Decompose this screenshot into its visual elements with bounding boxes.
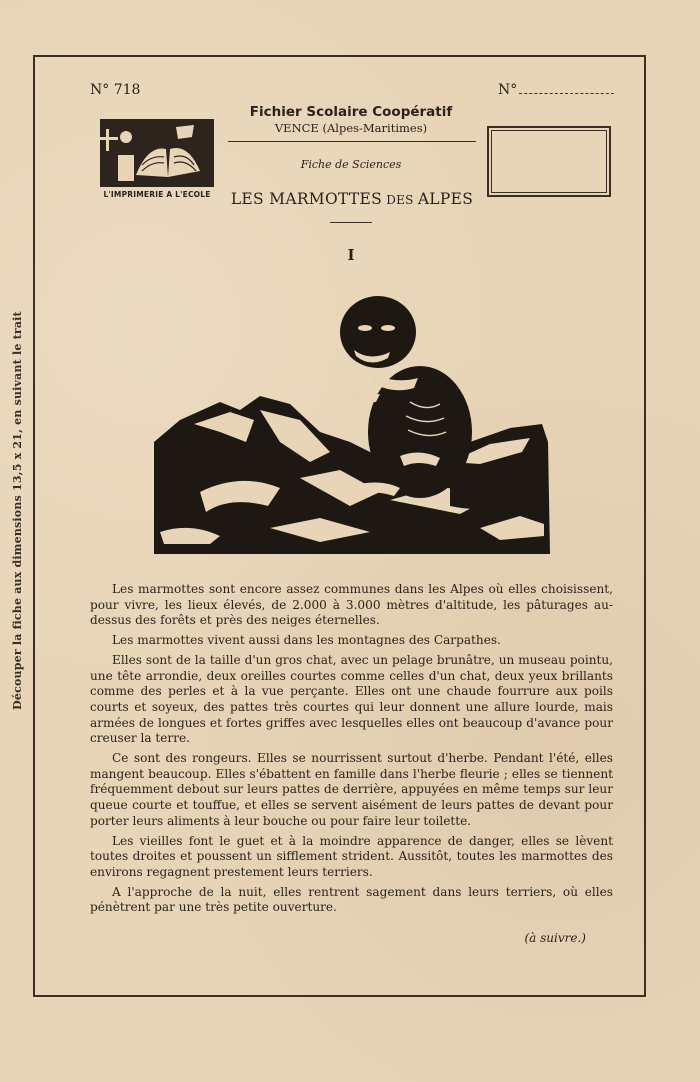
title-part-marmottes: LES MARMOTTES [230, 190, 383, 208]
paragraph: Les marmottes sont encore assez communes dans les Alpes où elles choisissent, pour vivre, les lieux élevés, de 2.000 à 3.000 mètres d'altitude, les pâturages au-dessus des forêts et près des neiges éternelles. [90, 582, 613, 628]
title-underline [330, 222, 372, 223]
publisher-title: Fichier Scolaire Coopératif [249, 104, 453, 120]
to-be-continued-note: (à suivre.) [524, 931, 586, 945]
publisher-location: VENCE (Alpes-Maritimes) [274, 121, 428, 135]
title-part-des: DES [382, 193, 418, 207]
page-title [218, 190, 486, 208]
paragraph: Ce sont des rongeurs. Elles se nourrissent surtout d'herbe. Pendant l'été, elles mangent beaucoup. Elles s'ébattent en famille dans l'herbe fleurie ; elles se tiennent fréquemment debout sur leurs pattes de derrière, appuyées en même temps sur leur queue courte et touffue, et elles se servent aisément de leurs pattes de devant pour porter leurs aliments à leur bouche ou pour faire leur toilette. [90, 751, 613, 828]
blank-number-line [519, 93, 614, 94]
stamp-box [487, 126, 611, 197]
header-divider [228, 141, 476, 142]
stamp-box-inner [491, 130, 607, 193]
card-category: Fiche de Sciences [300, 158, 402, 171]
paragraph: Les marmottes vivent aussi dans les montagnes des Carpathes. [112, 633, 501, 648]
title-part-alpes: ALPES [417, 190, 474, 208]
card-number: N° 718 [90, 82, 141, 98]
article-body [90, 582, 613, 920]
blank-number-label: N° [498, 82, 518, 98]
section-number: I [347, 246, 355, 264]
paragraph: Les vieilles font le guet et à la moindre apparence de danger, elles se lèvent toutes droites et poussent un sifflement strident. Aussitôt, toutes les marmottes des environs regagnent prestement leurs terriers. [90, 833, 613, 879]
paragraph: Elles sont de la taille d'un gros chat, avec un pelage brunâtre, un museau pointu, une tête arrondie, deux oreilles courtes comme celles d'un chat, deux yeux brillants comme des perles et à la vue perçante. Elles ont une chaude fourrure aux poils courts et soyeux, des pattes très courtes qui leur donnent une allure lourde, mais armées de longues et fortes griffes avec lesquelles elles ont beaucoup d'avance pour creuser la terre. [90, 652, 613, 746]
cutting-instruction-text: Découper la fiche aux dimensions 13,5 x 21, en suivant le trait [10, 310, 24, 710]
paragraph: A l'approche de la nuit, elles rentrent sagement dans leurs terriers, où elles pénètrent par une très petite ouverture. [90, 884, 613, 915]
marmot-woodcut-illustration [150, 292, 552, 558]
logo-caption: L'IMPRIMERIE A L'ECOLE [103, 190, 211, 199]
cutting-instruction [2, 310, 32, 710]
blank-number-field [498, 82, 614, 98]
